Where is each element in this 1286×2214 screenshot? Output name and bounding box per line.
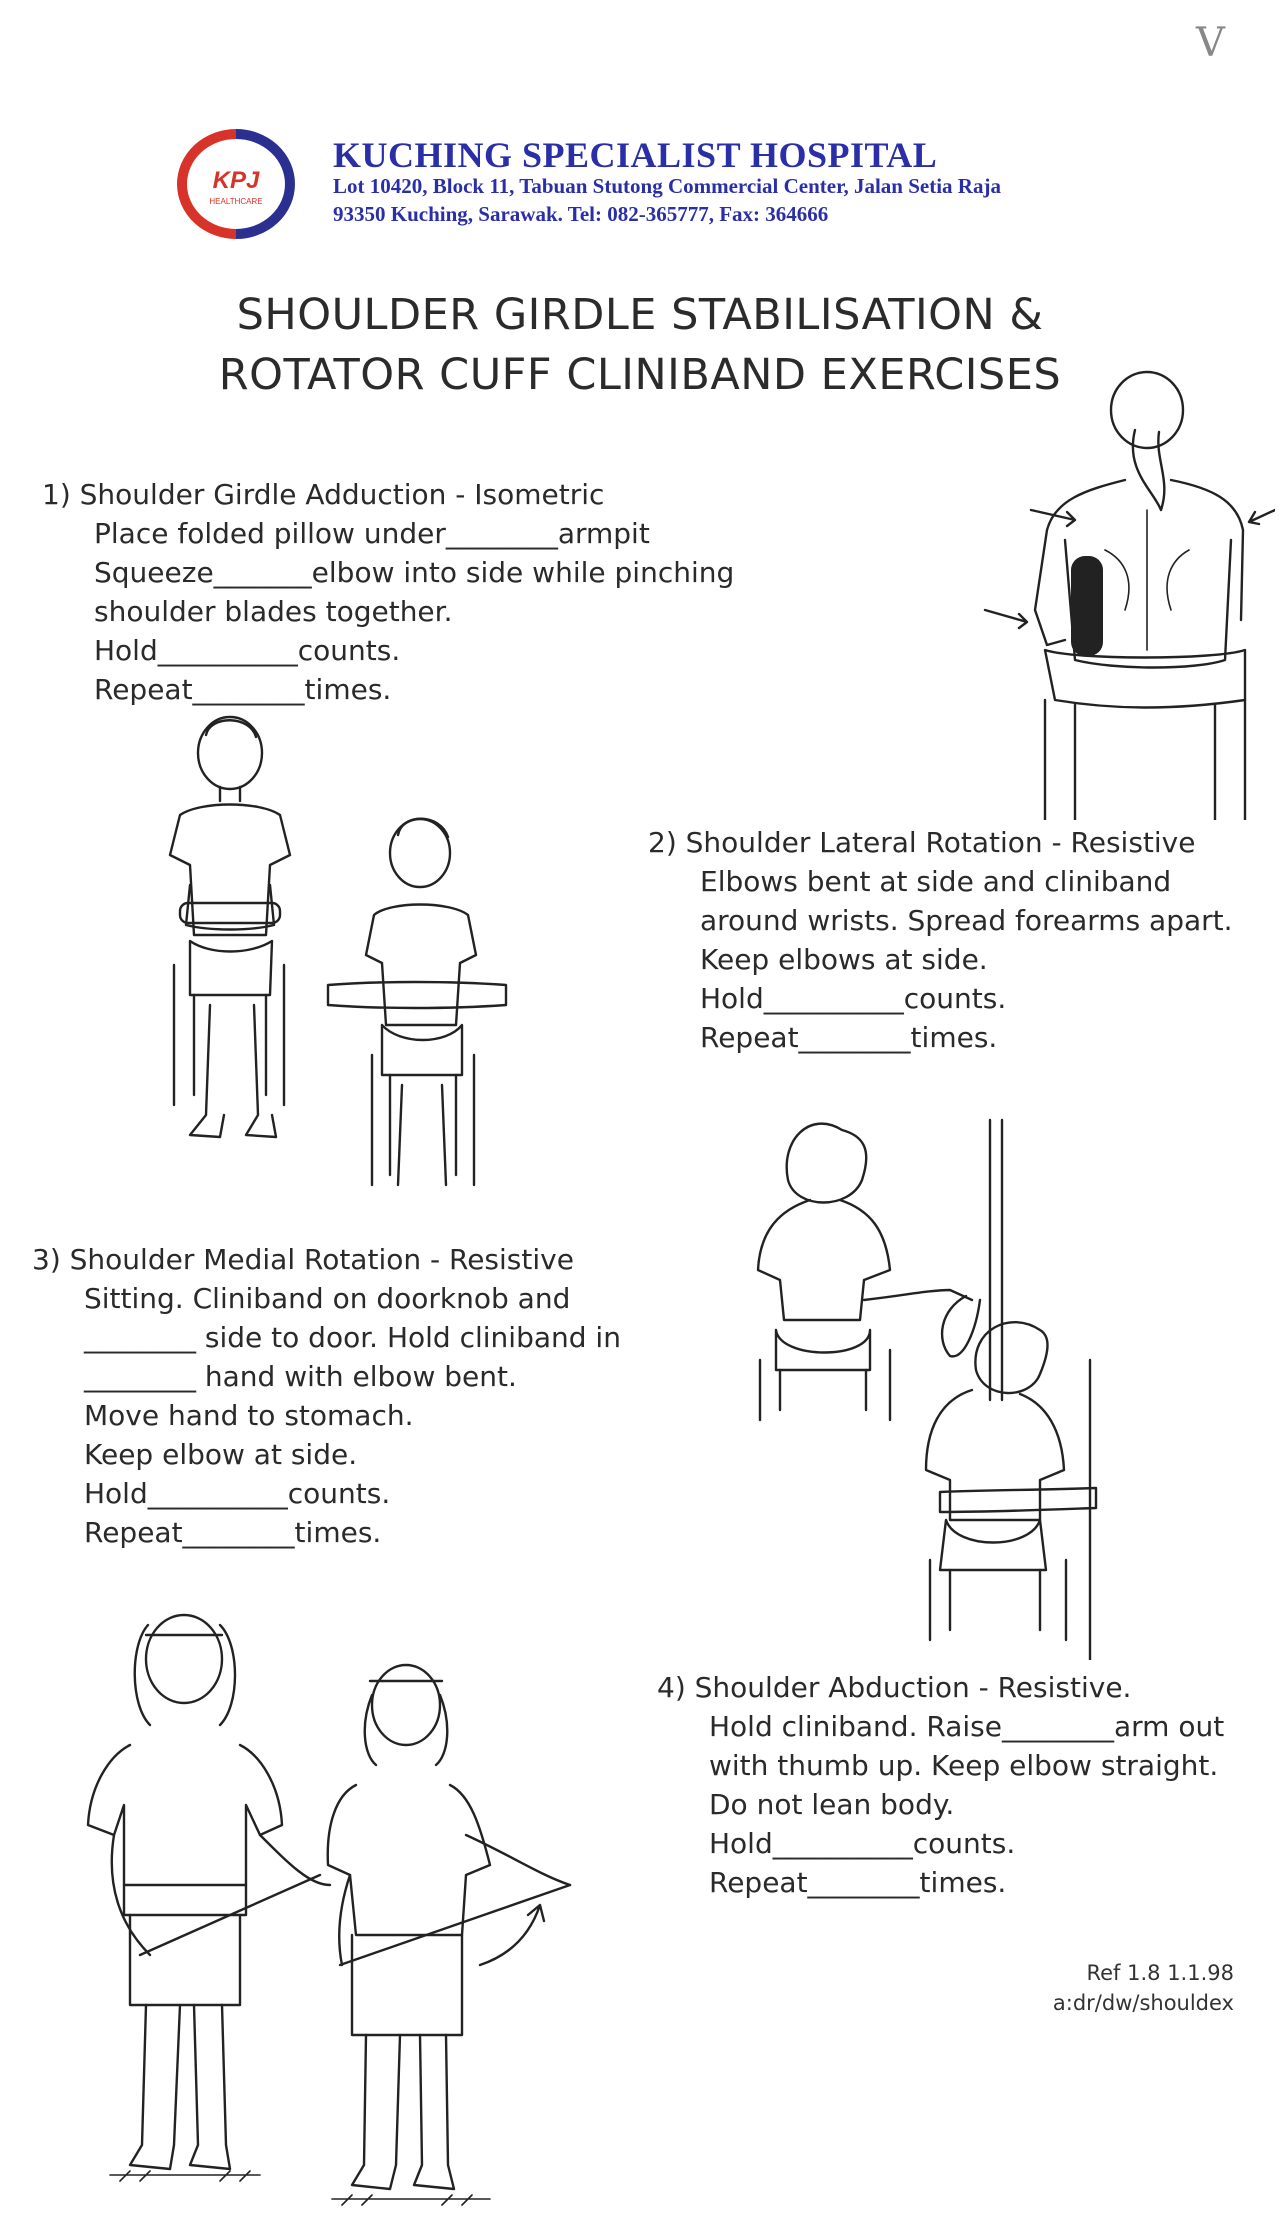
instruction-line: Sitting. Cliniband on doorknob and [84,1282,571,1315]
address-line-1: Lot 10420, Block 11, Tabuan Stutong Commercial Center, Jalan Setia Raja [333,174,1001,198]
instruction-line: ________ side to door. Hold cliniband in [84,1321,621,1354]
exercise-3-instructions [32,1240,621,1552]
instruction-line: shoulder blades together. [94,595,453,628]
reference-code [1053,1958,1234,2018]
logo-subtext: HEALTHCARE [209,197,263,206]
exercise-2-instructions [648,823,1233,1057]
title-line-2: ROTATOR CUFF CLINIBAND EXERCISES [218,350,1062,400]
instruction-line: Hold__________counts. [700,982,1007,1015]
instruction-line: Hold__________counts. [709,1827,1016,1860]
instruction-line: Do not lean body. [709,1788,955,1821]
instruction-line: with thumb up. Keep elbow straight. [709,1749,1219,1782]
instruction-line: around wrists. Spread forearms apart. [700,904,1233,937]
logo-text: KPJ [212,167,260,194]
hospital-address [333,172,1001,228]
exercise-4-instructions [657,1668,1224,1902]
standing-abduction-illustration [70,1585,630,2210]
seated-medial-rotation-door-illustration [740,1100,1100,1660]
title-line-1: SHOULDER GIRDLE STABILISATION & [236,290,1044,340]
exercise-heading: 4) Shoulder Abduction - Resistive. [657,1671,1132,1704]
exercise-heading: 1) Shoulder Girdle Adduction - Isometric [42,478,605,511]
corner-check-mark: V [1196,20,1225,66]
exercise-heading: 3) Shoulder Medial Rotation - Resistive [32,1243,574,1276]
instruction-line: Hold__________counts. [94,634,401,667]
instruction-line: Elbows bent at side and cliniband [700,865,1172,898]
instruction-line: Move hand to stomach. [84,1399,414,1432]
instruction-line: Repeat________times. [84,1516,382,1549]
reference-line-2: a:dr/dw/shouldex [1052,1991,1234,2015]
instruction-line: ________ hand with elbow bent. [84,1360,517,1393]
instruction-line: Hold cliniband. Raise________arm out [709,1710,1225,1743]
hospital-name: KUCHING SPECIALIST HOSPITAL [333,135,938,175]
instruction-line: Squeeze_______elbow into side while pinching [94,556,735,589]
instruction-line: Hold__________counts. [84,1477,391,1510]
instruction-line: Keep elbows at side. [700,943,988,976]
address-line-2: 93350 Kuching, Sarawak. Tel: 082-365777, Fax: 364666 [333,202,829,226]
exercise-1-instructions [42,475,734,709]
instruction-line: Repeat________times. [700,1021,998,1054]
instruction-line: Keep elbow at side. [84,1438,358,1471]
instruction-line: Repeat________times. [94,673,392,706]
instruction-line: Place folded pillow under________armpit [94,517,650,550]
exercise-heading: 2) Shoulder Lateral Rotation - Resistive [648,826,1196,859]
seated-back-view-pillow-illustration [975,360,1275,820]
instruction-line: Repeat________times. [709,1866,1007,1899]
reference-line-1: Ref 1.8 1.1.98 [1086,1961,1234,1985]
seated-lateral-rotation-illustration [150,705,510,1195]
kpj-logo [172,128,300,240]
